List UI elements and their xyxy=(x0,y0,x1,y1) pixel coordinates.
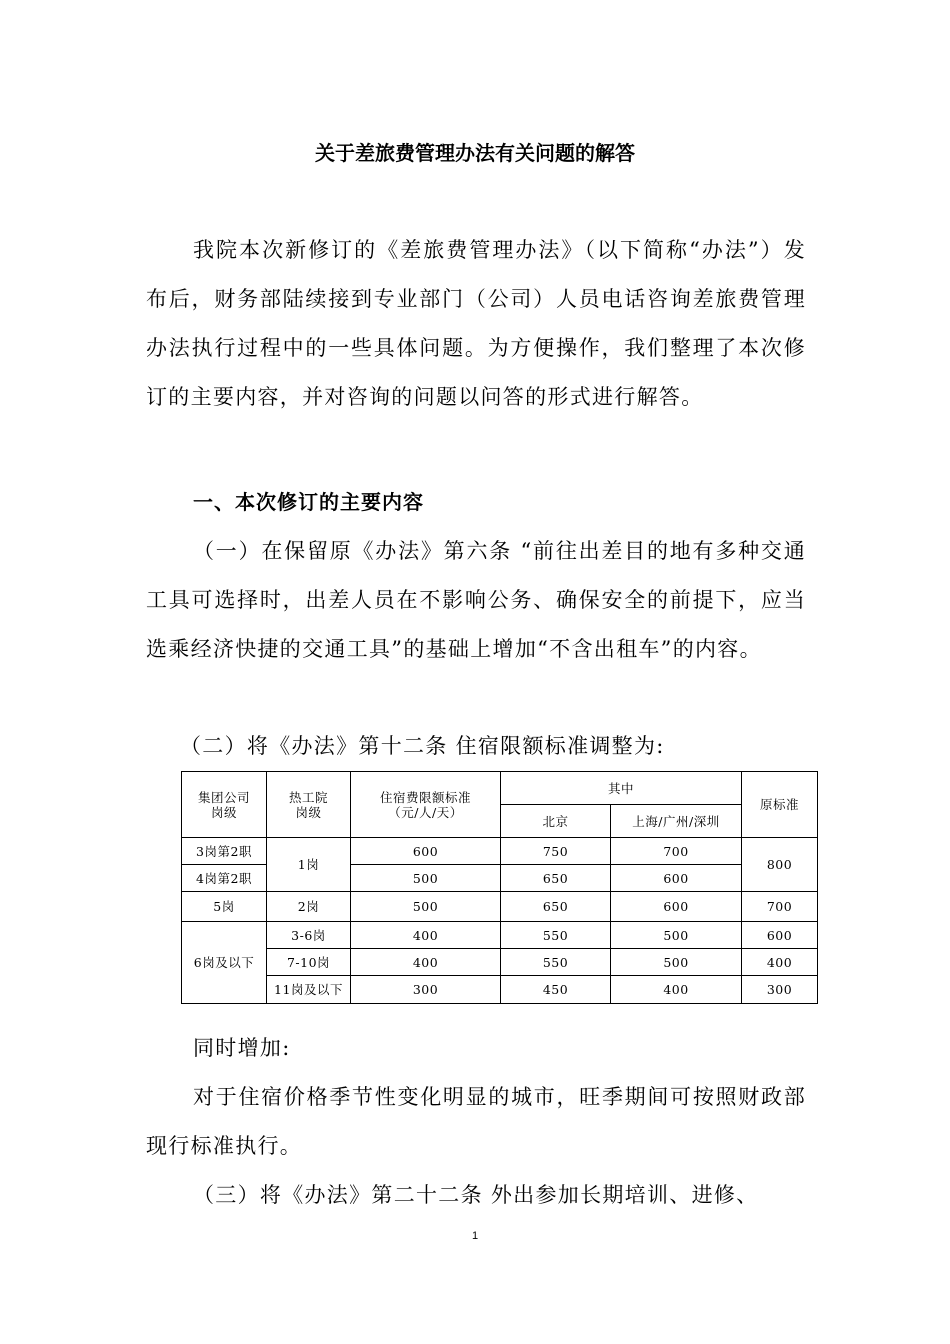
header-original: 原标准 xyxy=(742,772,818,838)
cell-group: 4岗第2职 xyxy=(182,865,267,892)
section-heading: 一、本次修订的主要内容 xyxy=(193,490,424,514)
cell-shanghai: 700 xyxy=(611,838,742,865)
item-1-paragraph: （一）在保留原《办法》第六条 “前往出差目的地有多种交通工具可选择时，出差人员在不影响公务、确保安全的前提下，应当选乘经济快捷的交通工具”的基础上增加“不含出租车”的内容。 xyxy=(146,539,806,661)
intro-paragraph: 我院本次新修订的《差旅费管理办法》（以下简称“办法”）发布后，财务部陆续接到专业部门（公司）人员电话咨询差旅费管理办法执行过程中的一些具体问题。为方便操作，我们整理了本次修订的主要内容，并对咨询的问题以问答的形式进行解答。 xyxy=(146,238,806,409)
cell-group: 6岗及以下 xyxy=(182,922,267,1004)
table-row xyxy=(182,949,818,976)
table-row xyxy=(182,838,818,865)
cell-limit: 500 xyxy=(351,892,501,922)
cell-limit: 400 xyxy=(351,949,501,976)
cell-limit: 500 xyxy=(351,865,501,892)
cell-shanghai: 600 xyxy=(611,892,742,922)
header-limit: 住宿费限额标准（元/人/天） xyxy=(351,772,501,838)
cell-shanghai: 400 xyxy=(611,976,742,1004)
cell-shanghai: 500 xyxy=(611,949,742,976)
cell-original: 700 xyxy=(742,892,818,922)
cell-original: 600 xyxy=(742,922,818,949)
header-beijing: 北京 xyxy=(501,805,611,838)
item-3-line: （三）将《办法》第二十二条 外出参加长期培训、进修、 xyxy=(193,1183,759,1207)
table-row xyxy=(182,922,818,949)
header-inst-grade: 热工院岗级 xyxy=(267,772,351,838)
cell-limit: 600 xyxy=(351,838,501,865)
cell-shanghai: 500 xyxy=(611,922,742,949)
table-row xyxy=(182,892,818,922)
table-row xyxy=(182,976,818,1004)
cell-beijing: 550 xyxy=(501,949,611,976)
cell-original: 400 xyxy=(742,949,818,976)
season-note-paragraph: 对于住宿价格季节性变化明显的城市，旺季期间可按照财政部现行标准执行。 xyxy=(146,1085,806,1158)
cell-inst: 1岗 xyxy=(267,838,351,892)
cell-beijing: 750 xyxy=(501,838,611,865)
lodging-limit-table xyxy=(181,771,818,1004)
cell-group: 3岗第2职 xyxy=(182,838,267,865)
cell-inst: 3-6岗 xyxy=(267,922,351,949)
cell-shanghai: 600 xyxy=(611,865,742,892)
cell-beijing: 550 xyxy=(501,922,611,949)
cell-limit: 300 xyxy=(351,976,501,1004)
cell-beijing: 450 xyxy=(501,976,611,1004)
cell-group: 5岗 xyxy=(182,892,267,922)
cell-inst: 7-10岗 xyxy=(267,949,351,976)
cell-beijing: 650 xyxy=(501,865,611,892)
cell-original: 300 xyxy=(742,976,818,1004)
cell-original: 800 xyxy=(742,838,818,892)
cell-inst: 2岗 xyxy=(267,892,351,922)
header-group-grade: 集团公司岗级 xyxy=(182,772,267,838)
also-add-line: 同时增加: xyxy=(193,1036,291,1060)
page-title: 关于差旅费管理办法有关问题的解答 xyxy=(315,141,635,165)
header-among: 其中 xyxy=(501,772,742,805)
item-2-line: （二）将《办法》第十二条 住宿限额标准调整为: xyxy=(180,734,665,758)
cell-inst: 11岗及以下 xyxy=(267,976,351,1004)
header-shanghai: 上海/广州/深圳 xyxy=(611,805,742,838)
cell-limit: 400 xyxy=(351,922,501,949)
page-number: 1 xyxy=(471,1230,479,1242)
cell-beijing: 650 xyxy=(501,892,611,922)
